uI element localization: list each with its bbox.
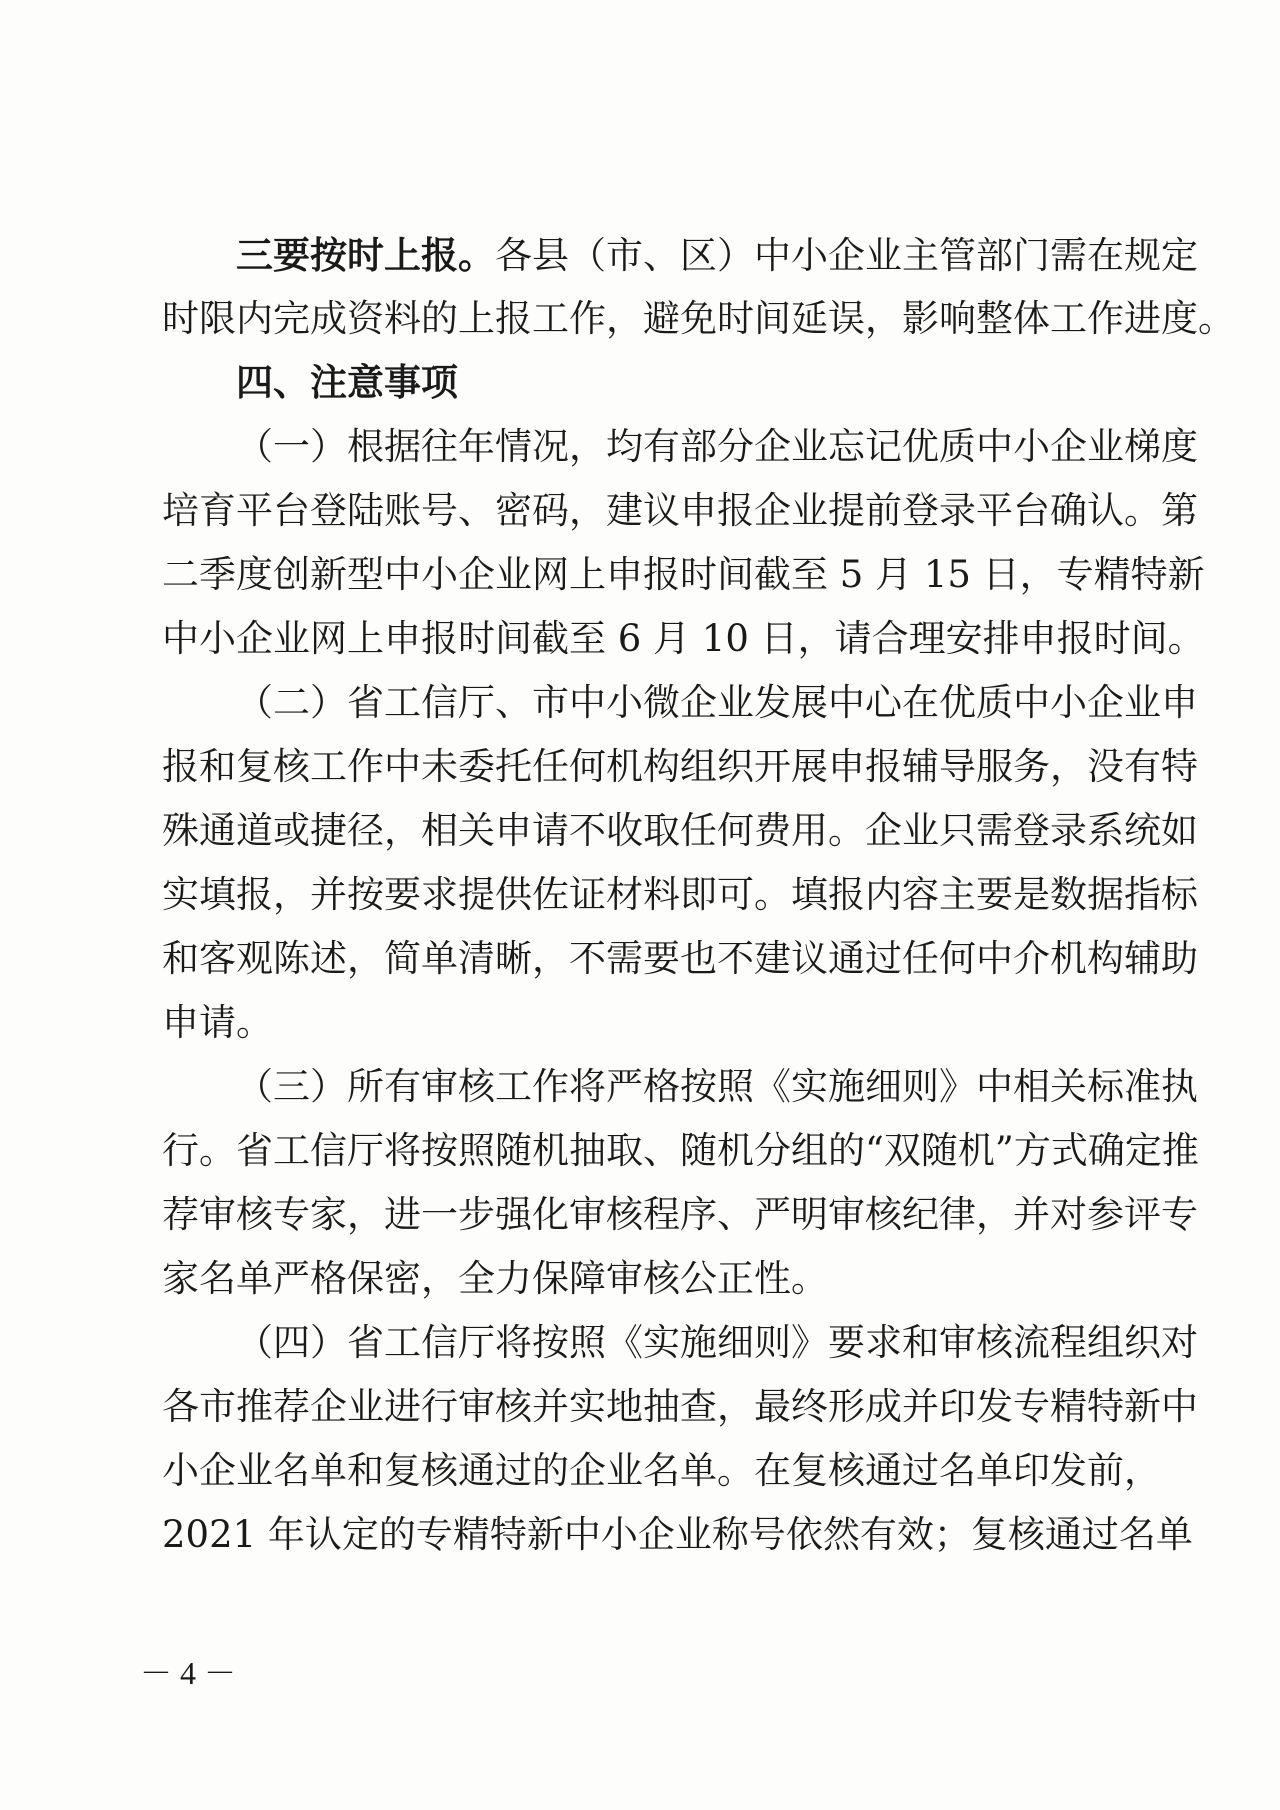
paragraph-line-9: 报和复核工作中未委托任何机构组织开展申报辅导服务，没有特 [162,745,1198,788]
paragraph-line-8: （二）省工信厅、市中小微企业发展中心在优质中小企业申 [236,681,1198,724]
paragraph-line-1 [236,225,1198,285]
bold-lead-text: 三要按时上报。 [236,233,495,277]
paragraph-line-15: 行。省工信厅将按照随机抽取、随机分组的“双随机”方式确定推 [162,1129,1199,1172]
page-number: － 4 － [140,1655,237,1691]
paragraph-line-11: 实填报，并按要求提供佐证材料即可。填报内容主要是数据指标 [162,873,1198,916]
paragraph-line-10: 殊通道或捷径，相关申请不收取任何费用。企业只需登录系统如 [162,809,1198,852]
paragraph-line-13: 申请。 [162,1001,273,1044]
paragraph-line-18: （四）省工信厅将按照《实施细则》要求和审核流程组织对 [236,1321,1198,1364]
paragraph-line-21: 2021 年认定的专精特新中小企业称号依然有效；复核通过名单 [162,1513,1193,1556]
paragraph-line-17: 家名单严格保密，全力保障审核公正性。 [162,1257,828,1300]
paragraph-line-6: 二季度创新型中小企业网上申报时间截至 5 月 15 日，专精特新 [162,553,1205,596]
paragraph-line-14: （三）所有审核工作将严格按照《实施细则》中相关标准执 [236,1065,1198,1108]
paragraph-line-19: 各市推荐企业进行审核并实地抽查，最终形成并印发专精特新中 [162,1385,1198,1428]
paragraph-line-4: （一）根据往年情况，均有部分企业忘记优质中小企业梯度 [236,425,1198,468]
paragraph-line-16: 荐审核专家，进一步强化审核程序、严明审核纪律，并对参评专 [162,1193,1198,1236]
section-heading: 四、注意事项 [236,361,458,404]
paragraph-line-2: 时限内完成资料的上报工作，避免时间延误，影响整体工作进度。 [162,297,1235,340]
paragraph-line-5: 培育平台登陆账号、密码，建议申报企业提前登录平台确认。第 [162,489,1198,532]
paragraph-line-12: 和客观陈述，简单清晰，不需要也不建议通过任何中介机构辅助 [162,937,1198,980]
paragraph-line-20: 小企业名单和复核通过的企业名单。在复核通过名单印发前， [162,1449,1161,1492]
paragraph-line-7: 中小企业网上申报时间截至 6 月 10 日，请合理安排申报时间。 [162,617,1205,660]
line-text: 各县（市、区）中小企业主管部门需在规定 [495,234,1198,277]
